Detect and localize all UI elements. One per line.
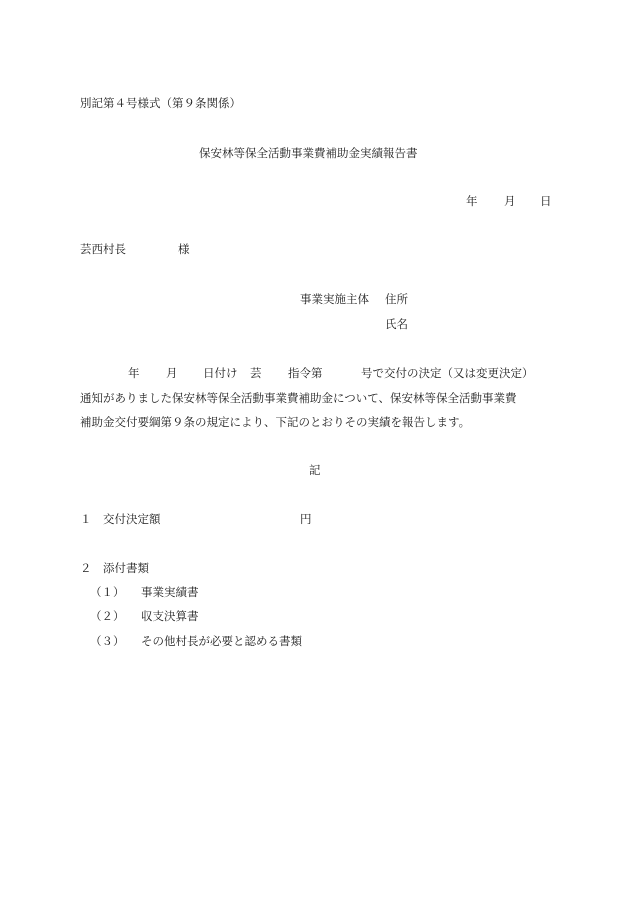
subitem-3-label: その他村長が必要と認める書類 bbox=[141, 634, 302, 648]
form-label: 別記第４号様式（第９条関係） bbox=[80, 96, 241, 110]
subitem-1-number: （１） bbox=[90, 585, 125, 599]
date-day: 日 bbox=[540, 194, 552, 208]
subitem-1-label: 事業実績書 bbox=[141, 585, 199, 599]
applicant-address-label: 住所 bbox=[385, 292, 408, 306]
body-line1-directive: 指令第 bbox=[288, 366, 323, 380]
item2-label: 添付書類 bbox=[103, 561, 149, 575]
item1-number: １ bbox=[80, 512, 92, 526]
body-line1-year: 年 bbox=[128, 366, 140, 380]
applicant-name-label: 氏名 bbox=[385, 317, 408, 331]
body-line1-dated: 日付け bbox=[203, 366, 238, 380]
date-year: 年 bbox=[466, 194, 478, 208]
addressee-honorific: 様 bbox=[178, 242, 190, 256]
body-line1-rest: 号で交付の決定（又は変更決定） bbox=[361, 366, 534, 380]
body-line2: 通知がありました保安林等保全活動事業費補助金について、保安林等保全活動事業費 bbox=[80, 391, 517, 405]
subitem-2-number: （２） bbox=[90, 609, 125, 623]
date-month: 月 bbox=[504, 194, 516, 208]
item1-label: 交付決定額 bbox=[103, 512, 161, 526]
item2-number: ２ bbox=[80, 561, 92, 575]
subitem-3-number: （３） bbox=[90, 634, 125, 648]
body-line1-prefix: 芸 bbox=[250, 366, 262, 380]
subitem-2-label: 収支決算書 bbox=[141, 609, 199, 623]
item1-unit: 円 bbox=[300, 512, 312, 526]
addressee-name: 芸西村長 bbox=[80, 242, 126, 256]
ki-heading: 記 bbox=[309, 463, 321, 477]
body-line3: 補助金交付要綱第９条の規定により、下記のとおりその実績を報告します。 bbox=[80, 415, 471, 429]
body-line1-month: 月 bbox=[166, 366, 178, 380]
document-title: 保安林等保全活動事業費補助金実績報告書 bbox=[199, 146, 418, 160]
applicant-label: 事業実施主体 bbox=[300, 292, 369, 306]
